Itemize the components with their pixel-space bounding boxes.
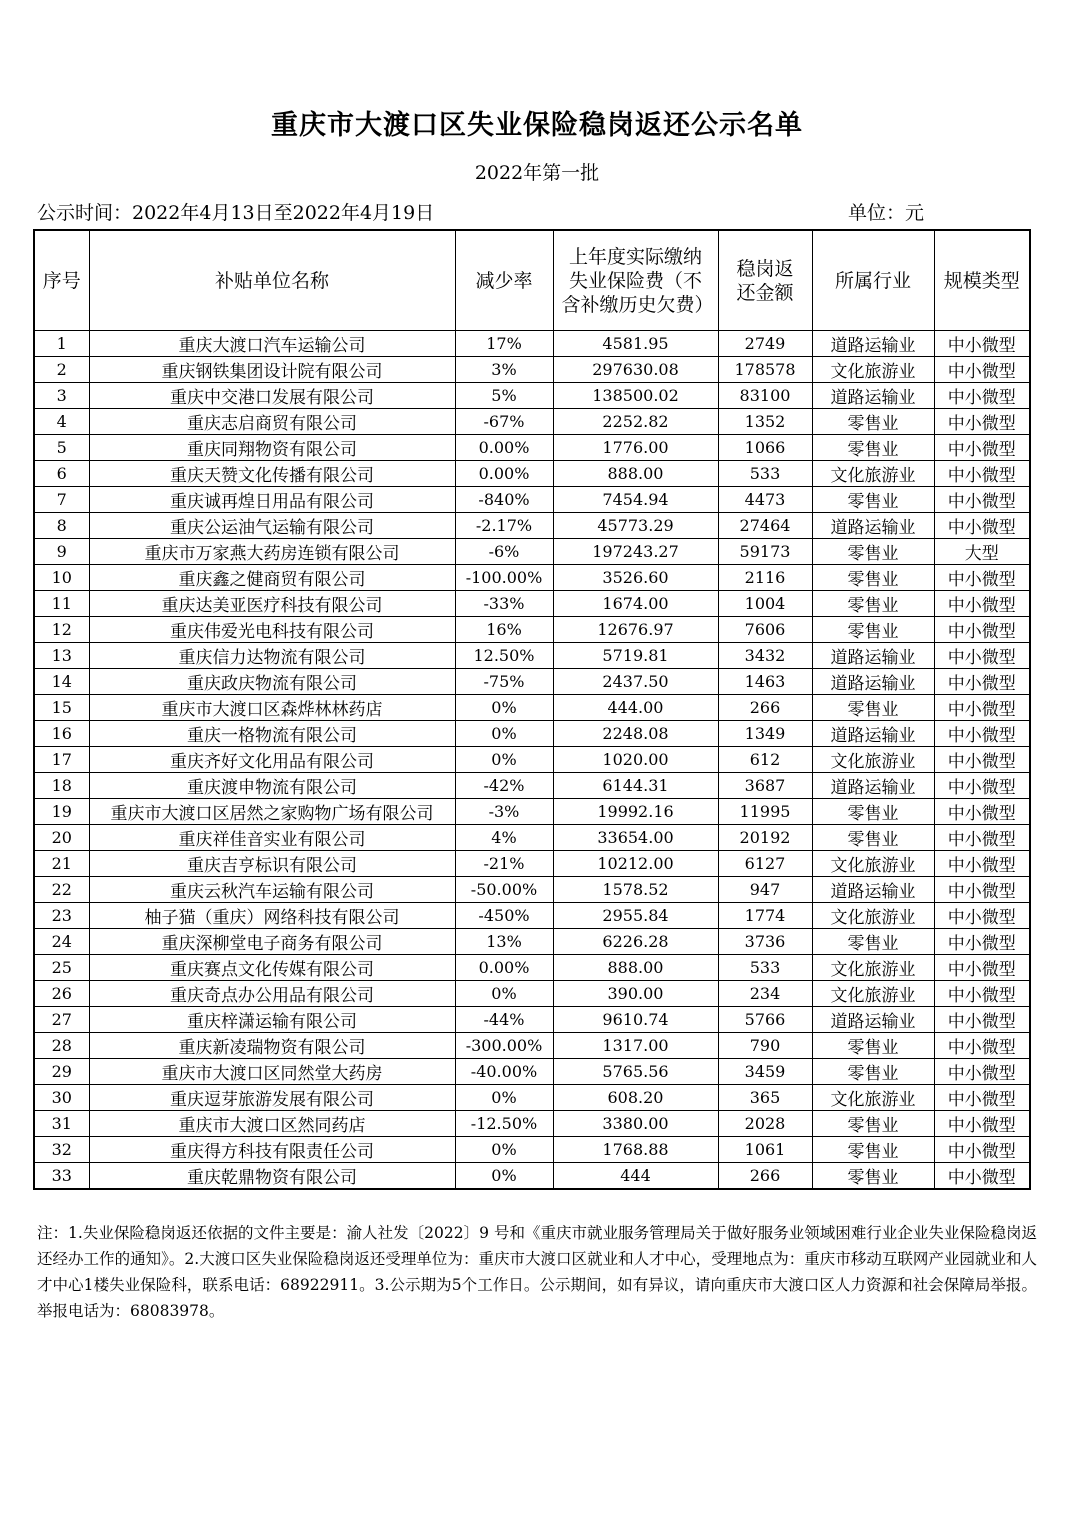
cell-seq: 1: [34, 331, 89, 357]
table-header-row: [34, 230, 1030, 331]
cell-industry: 零售业: [812, 1033, 934, 1059]
cell-reduction-rate: 13%: [455, 929, 553, 955]
header-premium: 上年度实际缴纳失业保险费（不含补缴历史欠费）: [553, 230, 718, 331]
cell-seq: 3: [34, 383, 89, 409]
cell-premium: 297630.08: [553, 357, 718, 383]
cell-industry: 零售业: [812, 1111, 934, 1137]
cell-reduction-rate: -44%: [455, 1007, 553, 1033]
cell-premium: 6226.28: [553, 929, 718, 955]
cell-company-name: 重庆奇点办公用品有限公司: [89, 981, 455, 1007]
cell-premium: 888.00: [553, 955, 718, 981]
cell-industry: 零售业: [812, 1059, 934, 1085]
table-row: [34, 409, 1030, 435]
table-row: [34, 851, 1030, 877]
cell-refund-amount: 83100: [718, 383, 812, 409]
cell-company-name: 重庆政庆物流有限公司: [89, 669, 455, 695]
cell-reduction-rate: -100.00%: [455, 565, 553, 591]
cell-company-name: 重庆市万家燕大药房连锁有限公司: [89, 539, 455, 565]
cell-reduction-rate: -6%: [455, 539, 553, 565]
cell-company-name: 重庆同翔物资有限公司: [89, 435, 455, 461]
table-row: [34, 955, 1030, 981]
table-row: [34, 435, 1030, 461]
cell-scale: 中小微型: [934, 721, 1030, 747]
cell-seq: 30: [34, 1085, 89, 1111]
cell-scale: 中小微型: [934, 591, 1030, 617]
cell-refund-amount: 234: [718, 981, 812, 1007]
cell-reduction-rate: -300.00%: [455, 1033, 553, 1059]
cell-industry: 文化旅游业: [812, 747, 934, 773]
cell-reduction-rate: 0.00%: [455, 461, 553, 487]
cell-premium: 2248.08: [553, 721, 718, 747]
cell-scale: 中小微型: [934, 409, 1030, 435]
cell-reduction-rate: -42%: [455, 773, 553, 799]
cell-industry: 文化旅游业: [812, 981, 934, 1007]
cell-industry: 零售业: [812, 409, 934, 435]
cell-company-name: 重庆渡申物流有限公司: [89, 773, 455, 799]
cell-premium: 12676.97: [553, 617, 718, 643]
cell-reduction-rate: -12.50%: [455, 1111, 553, 1137]
cell-industry: 零售业: [812, 825, 934, 851]
cell-refund-amount: 3736: [718, 929, 812, 955]
cell-scale: 中小微型: [934, 357, 1030, 383]
cell-scale: 中小微型: [934, 903, 1030, 929]
cell-company-name: 重庆吉亨标识有限公司: [89, 851, 455, 877]
table-row: [34, 903, 1030, 929]
cell-refund-amount: 2749: [718, 331, 812, 357]
cell-company-name: 重庆一格物流有限公司: [89, 721, 455, 747]
cell-refund-amount: 365: [718, 1085, 812, 1111]
cell-company-name: 重庆市大渡口区居然之家购物广场有限公司: [89, 799, 455, 825]
cell-industry: 零售业: [812, 565, 934, 591]
table-row: [34, 617, 1030, 643]
cell-seq: 11: [34, 591, 89, 617]
cell-premium: 5765.56: [553, 1059, 718, 1085]
cell-refund-amount: 3459: [718, 1059, 812, 1085]
table-row: [34, 565, 1030, 591]
cell-seq: 12: [34, 617, 89, 643]
cell-seq: 2: [34, 357, 89, 383]
cell-scale: 中小微型: [934, 825, 1030, 851]
table-row: [34, 643, 1030, 669]
page-title: 重庆市大渡口区失业保险稳岗返还公示名单: [271, 110, 803, 141]
cell-company-name: 柚子猫（重庆）网络科技有限公司: [89, 903, 455, 929]
table-row: [34, 1033, 1030, 1059]
table-row: [34, 695, 1030, 721]
cell-scale: 中小微型: [934, 331, 1030, 357]
cell-seq: 9: [34, 539, 89, 565]
cell-scale: 中小微型: [934, 435, 1030, 461]
cell-company-name: 重庆市大渡口区然同药店: [89, 1111, 455, 1137]
cell-premium: 4581.95: [553, 331, 718, 357]
table-row: [34, 383, 1030, 409]
cell-industry: 零售业: [812, 539, 934, 565]
cell-industry: 道路运输业: [812, 877, 934, 903]
publish-time: 公示时间：2022年4月13日至2022年4月19日: [37, 202, 435, 224]
cell-industry: 道路运输业: [812, 513, 934, 539]
cell-reduction-rate: -67%: [455, 409, 553, 435]
table-row: [34, 877, 1030, 903]
cell-industry: 零售业: [812, 695, 934, 721]
cell-scale: 中小微型: [934, 1137, 1030, 1163]
cell-company-name: 重庆信力达物流有限公司: [89, 643, 455, 669]
cell-reduction-rate: 0%: [455, 981, 553, 1007]
cell-industry: 道路运输业: [812, 721, 934, 747]
cell-reduction-rate: 0%: [455, 695, 553, 721]
cell-industry: 文化旅游业: [812, 955, 934, 981]
cell-company-name: 重庆新凌瑞物资有限公司: [89, 1033, 455, 1059]
cell-premium: 390.00: [553, 981, 718, 1007]
cell-scale: 中小微型: [934, 799, 1030, 825]
cell-seq: 5: [34, 435, 89, 461]
cell-company-name: 重庆云秋汽车运输有限公司: [89, 877, 455, 903]
cell-reduction-rate: -2.17%: [455, 513, 553, 539]
cell-premium: 1674.00: [553, 591, 718, 617]
cell-scale: 中小微型: [934, 877, 1030, 903]
cell-refund-amount: 266: [718, 1163, 812, 1190]
cell-seq: 6: [34, 461, 89, 487]
cell-company-name: 重庆市大渡口区同然堂大药房: [89, 1059, 455, 1085]
cell-industry: 零售业: [812, 929, 934, 955]
subsidy-table: [33, 229, 1031, 1190]
cell-seq: 31: [34, 1111, 89, 1137]
cell-refund-amount: 59173: [718, 539, 812, 565]
cell-reduction-rate: 4%: [455, 825, 553, 851]
cell-refund-amount: 1463: [718, 669, 812, 695]
cell-refund-amount: 11995: [718, 799, 812, 825]
cell-scale: 中小微型: [934, 773, 1030, 799]
table-row: [34, 799, 1030, 825]
cell-premium: 608.20: [553, 1085, 718, 1111]
footnote: 注：1.失业保险稳岗返还依据的文件主要是：渝人社发〔2022〕9 号和《重庆市就业服务管理局关于做好服务业领域困难行业企业失业保险稳岗返还经办工作的通知》。2.大渡口区失业保险稳岗返还受理单位为：重庆市大渡口区就业和人才中心，受理地点为：重庆市移动互联网产业园就业和人才中心1楼失业保险科，联系电话：68922911。3.公示期为5个工作日。公示期间，如有异议，请向重庆市大渡口区人力资源和社会保障局举报。举报电话为：68083978。: [37, 1224, 1037, 1320]
cell-scale: 中小微型: [934, 695, 1030, 721]
cell-scale: 中小微型: [934, 851, 1030, 877]
cell-seq: 15: [34, 695, 89, 721]
cell-reduction-rate: -50.00%: [455, 877, 553, 903]
cell-industry: 道路运输业: [812, 1007, 934, 1033]
cell-refund-amount: 947: [718, 877, 812, 903]
cell-reduction-rate: 0.00%: [455, 955, 553, 981]
cell-premium: 6144.31: [553, 773, 718, 799]
cell-scale: 中小微型: [934, 747, 1030, 773]
cell-refund-amount: 1066: [718, 435, 812, 461]
cell-industry: 文化旅游业: [812, 357, 934, 383]
cell-industry: 道路运输业: [812, 331, 934, 357]
cell-reduction-rate: 17%: [455, 331, 553, 357]
cell-seq: 10: [34, 565, 89, 591]
cell-company-name: 重庆达美亚医疗科技有限公司: [89, 591, 455, 617]
cell-reduction-rate: 12.50%: [455, 643, 553, 669]
cell-reduction-rate: -33%: [455, 591, 553, 617]
cell-reduction-rate: -40.00%: [455, 1059, 553, 1085]
currency-unit: 单位：元: [848, 202, 925, 224]
cell-seq: 22: [34, 877, 89, 903]
cell-seq: 7: [34, 487, 89, 513]
cell-premium: 3526.60: [553, 565, 718, 591]
cell-company-name: 重庆中交港口发展有限公司: [89, 383, 455, 409]
cell-seq: 8: [34, 513, 89, 539]
cell-seq: 19: [34, 799, 89, 825]
cell-seq: 26: [34, 981, 89, 1007]
cell-seq: 13: [34, 643, 89, 669]
cell-refund-amount: 3432: [718, 643, 812, 669]
table-row: [34, 773, 1030, 799]
cell-seq: 24: [34, 929, 89, 955]
cell-premium: 1578.52: [553, 877, 718, 903]
cell-scale: 中小微型: [934, 669, 1030, 695]
table-row: [34, 1137, 1030, 1163]
cell-seq: 28: [34, 1033, 89, 1059]
cell-industry: 道路运输业: [812, 383, 934, 409]
cell-reduction-rate: 0%: [455, 721, 553, 747]
header-refund: 稳岗返还金额: [718, 230, 812, 331]
table-row: [34, 825, 1030, 851]
cell-reduction-rate: 16%: [455, 617, 553, 643]
cell-company-name: 重庆天赞文化传播有限公司: [89, 461, 455, 487]
cell-premium: 2252.82: [553, 409, 718, 435]
cell-refund-amount: 2028: [718, 1111, 812, 1137]
cell-premium: 9610.74: [553, 1007, 718, 1033]
cell-industry: 零售业: [812, 591, 934, 617]
cell-premium: 5719.81: [553, 643, 718, 669]
cell-premium: 2955.84: [553, 903, 718, 929]
cell-reduction-rate: 0%: [455, 1085, 553, 1111]
cell-company-name: 重庆鑫之健商贸有限公司: [89, 565, 455, 591]
cell-seq: 4: [34, 409, 89, 435]
cell-premium: 1020.00: [553, 747, 718, 773]
cell-refund-amount: 790: [718, 1033, 812, 1059]
cell-premium: 3380.00: [553, 1111, 718, 1137]
cell-industry: 零售业: [812, 1163, 934, 1190]
cell-seq: 32: [34, 1137, 89, 1163]
cell-refund-amount: 2116: [718, 565, 812, 591]
cell-premium: 138500.02: [553, 383, 718, 409]
cell-scale: 中小微型: [934, 461, 1030, 487]
cell-reduction-rate: 0%: [455, 747, 553, 773]
cell-seq: 16: [34, 721, 89, 747]
cell-refund-amount: 27464: [718, 513, 812, 539]
cell-refund-amount: 266: [718, 695, 812, 721]
table-row: [34, 1007, 1030, 1033]
cell-company-name: 重庆市大渡口区森烨林林药店: [89, 695, 455, 721]
cell-premium: 197243.27: [553, 539, 718, 565]
table-row: [34, 513, 1030, 539]
cell-scale: 中小微型: [934, 1007, 1030, 1033]
cell-industry: 零售业: [812, 799, 934, 825]
cell-scale: 中小微型: [934, 1085, 1030, 1111]
header-rate: 减少率: [455, 230, 553, 331]
cell-seq: 25: [34, 955, 89, 981]
table-row: [34, 1085, 1030, 1111]
cell-seq: 20: [34, 825, 89, 851]
cell-industry: 文化旅游业: [812, 461, 934, 487]
header-scale: 规模类型: [934, 230, 1030, 331]
cell-refund-amount: 1349: [718, 721, 812, 747]
cell-reduction-rate: -450%: [455, 903, 553, 929]
cell-refund-amount: 4473: [718, 487, 812, 513]
header-seq: 序号: [34, 230, 89, 331]
cell-scale: 中小微型: [934, 487, 1030, 513]
cell-reduction-rate: 0%: [455, 1163, 553, 1190]
cell-seq: 21: [34, 851, 89, 877]
cell-reduction-rate: -21%: [455, 851, 553, 877]
cell-scale: 中小微型: [934, 383, 1030, 409]
table-row: [34, 591, 1030, 617]
cell-company-name: 重庆梓潇运输有限公司: [89, 1007, 455, 1033]
cell-company-name: 重庆得方科技有限责任公司: [89, 1137, 455, 1163]
cell-seq: 29: [34, 1059, 89, 1085]
cell-refund-amount: 1352: [718, 409, 812, 435]
cell-refund-amount: 1061: [718, 1137, 812, 1163]
table-row: [34, 929, 1030, 955]
cell-industry: 零售业: [812, 487, 934, 513]
cell-reduction-rate: 3%: [455, 357, 553, 383]
cell-scale: 中小微型: [934, 1163, 1030, 1190]
cell-seq: 33: [34, 1163, 89, 1190]
cell-company-name: 重庆祥佳音实业有限公司: [89, 825, 455, 851]
cell-company-name: 重庆齐好文化用品有限公司: [89, 747, 455, 773]
cell-premium: 1776.00: [553, 435, 718, 461]
cell-refund-amount: 20192: [718, 825, 812, 851]
cell-seq: 14: [34, 669, 89, 695]
cell-refund-amount: 533: [718, 955, 812, 981]
cell-premium: 33654.00: [553, 825, 718, 851]
table-row: [34, 981, 1030, 1007]
batch-subtitle: 2022年第一批: [474, 162, 600, 184]
cell-company-name: 重庆深柳堂电子商务有限公司: [89, 929, 455, 955]
cell-premium: 888.00: [553, 461, 718, 487]
cell-company-name: 重庆赛点文化传媒有限公司: [89, 955, 455, 981]
header-industry: 所属行业: [812, 230, 934, 331]
table-row: [34, 539, 1030, 565]
cell-scale: 大型: [934, 539, 1030, 565]
cell-company-name: 重庆志启商贸有限公司: [89, 409, 455, 435]
table-row: [34, 747, 1030, 773]
cell-premium: 7454.94: [553, 487, 718, 513]
cell-scale: 中小微型: [934, 929, 1030, 955]
cell-company-name: 重庆伟爱光电科技有限公司: [89, 617, 455, 643]
table-row: [34, 721, 1030, 747]
header-name: 补贴单位名称: [89, 230, 455, 331]
cell-seq: 27: [34, 1007, 89, 1033]
cell-refund-amount: 178578: [718, 357, 812, 383]
cell-premium: 1768.88: [553, 1137, 718, 1163]
cell-refund-amount: 533: [718, 461, 812, 487]
cell-premium: 45773.29: [553, 513, 718, 539]
cell-scale: 中小微型: [934, 617, 1030, 643]
table-row: [34, 331, 1030, 357]
cell-industry: 零售业: [812, 1137, 934, 1163]
cell-premium: 19992.16: [553, 799, 718, 825]
cell-reduction-rate: -3%: [455, 799, 553, 825]
cell-industry: 文化旅游业: [812, 903, 934, 929]
cell-company-name: 重庆乾鼎物资有限公司: [89, 1163, 455, 1190]
cell-premium: 2437.50: [553, 669, 718, 695]
cell-scale: 中小微型: [934, 955, 1030, 981]
cell-industry: 零售业: [812, 617, 934, 643]
cell-company-name: 重庆逗芽旅游发展有限公司: [89, 1085, 455, 1111]
cell-seq: 17: [34, 747, 89, 773]
cell-reduction-rate: -840%: [455, 487, 553, 513]
cell-scale: 中小微型: [934, 565, 1030, 591]
cell-reduction-rate: 5%: [455, 383, 553, 409]
cell-scale: 中小微型: [934, 643, 1030, 669]
cell-company-name: 重庆公运油气运输有限公司: [89, 513, 455, 539]
table-row: [34, 1111, 1030, 1137]
cell-scale: 中小微型: [934, 1059, 1030, 1085]
cell-refund-amount: 612: [718, 747, 812, 773]
cell-industry: 零售业: [812, 435, 934, 461]
cell-premium: 444.00: [553, 695, 718, 721]
cell-industry: 道路运输业: [812, 773, 934, 799]
cell-refund-amount: 1774: [718, 903, 812, 929]
table-row: [34, 1163, 1030, 1190]
cell-scale: 中小微型: [934, 1033, 1030, 1059]
cell-industry: 道路运输业: [812, 669, 934, 695]
cell-reduction-rate: 0%: [455, 1137, 553, 1163]
table-row: [34, 1059, 1030, 1085]
cell-company-name: 重庆大渡口汽车运输公司: [89, 331, 455, 357]
cell-refund-amount: 6127: [718, 851, 812, 877]
cell-reduction-rate: 0.00%: [455, 435, 553, 461]
cell-scale: 中小微型: [934, 513, 1030, 539]
table-row: [34, 461, 1030, 487]
cell-premium: 444: [553, 1163, 718, 1190]
cell-scale: 中小微型: [934, 981, 1030, 1007]
cell-industry: 文化旅游业: [812, 851, 934, 877]
cell-industry: 文化旅游业: [812, 1085, 934, 1111]
table-row: [34, 357, 1030, 383]
cell-industry: 道路运输业: [812, 643, 934, 669]
cell-refund-amount: 7606: [718, 617, 812, 643]
cell-seq: 23: [34, 903, 89, 929]
cell-company-name: 重庆钢铁集团设计院有限公司: [89, 357, 455, 383]
cell-reduction-rate: -75%: [455, 669, 553, 695]
cell-seq: 18: [34, 773, 89, 799]
cell-refund-amount: 1004: [718, 591, 812, 617]
cell-company-name: 重庆诚再煌日用品有限公司: [89, 487, 455, 513]
cell-refund-amount: 5766: [718, 1007, 812, 1033]
cell-premium: 10212.00: [553, 851, 718, 877]
cell-premium: 1317.00: [553, 1033, 718, 1059]
table-row: [34, 487, 1030, 513]
cell-scale: 中小微型: [934, 1111, 1030, 1137]
table-row: [34, 669, 1030, 695]
cell-refund-amount: 3687: [718, 773, 812, 799]
